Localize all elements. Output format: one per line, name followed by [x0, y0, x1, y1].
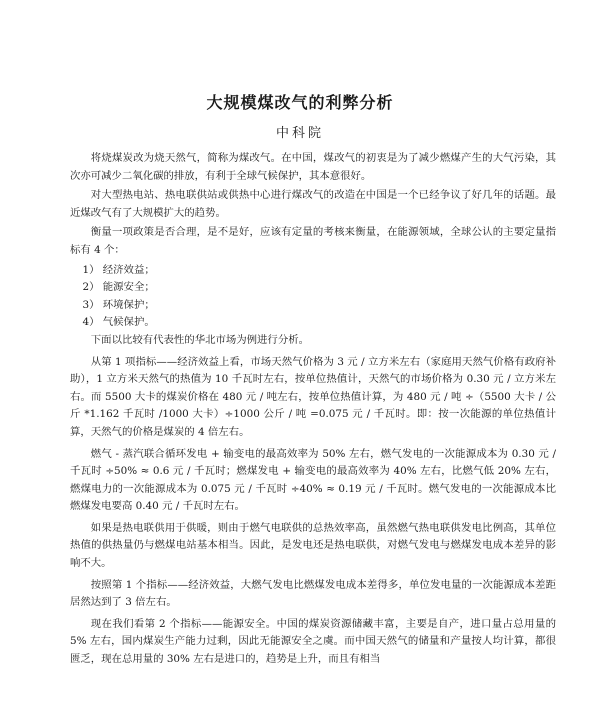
paragraph: 如果是热电联供用于供暖，则由于燃气电联供的总热效率高，虽然燃气热电联供发电比例高，其单位热值的供热量仍与燃煤电站基本相当。因此，是发电还是热电联供，对燃气发电与燃煤发电成本差异的影响不大。 — [70, 521, 556, 570]
document-title: 大规模煤改气的利弊分析 — [206, 93, 394, 112]
paragraph: 将烧煤炭改为烧天然气，简称为煤改气。在中国，煤改气的初衷是为了减少燃煤产生的大气污染，其次亦可减少二氧化碳的排放，有利于全球气候保护，其本意很好。 — [70, 152, 556, 182]
criteria-item: 3） 环境保护； — [82, 298, 155, 311]
paragraph: 对大型热电站、热电联供站或供热中心进行煤改气的改造在中国是一个已经争议了好几年的话题。最近煤改气有了大规模扩大的趋势。 — [70, 189, 556, 219]
paragraph: 按照第 1 个指标——经济效益，大燃气发电比燃煤发电成本差得多，单位发电量的一次能源成本差距居然达到了 3 倍左右。 — [70, 578, 556, 609]
criteria-item: 4） 气候保护。 — [82, 316, 155, 329]
criteria-item: 1） 经济效益； — [82, 263, 155, 276]
paragraph: 从第 1 项指标——经济效益上看，市场天然气价格为 3 元 / 立方米左右（家庭用天然气价格有政府补助），1 立方米天然气的热值为 10 千瓦时左右，按单位热值计，天然气的市场价格为 0.30 元 / 立方米左右。而 5500 大卡的煤炭价格在 480 元 / 吨左右，按单位热值计算，为 480 元 / 吨 ÷（5500 大卡 / 公斤 *1.162 千瓦时 /1000 大卡）÷1000 公斤 / 吨 =0.075 元 / 千瓦时。即：按一次能源的单位热值计算，天然气的价格是煤炭的 4 倍左右。 — [70, 355, 556, 438]
document-author: 中科院 — [275, 126, 324, 141]
paragraph: 现在我们看第 2 个指标——能源安全。中国的煤炭资源储藏丰富，主要是自产，进口量占总用量的 5% 左右，国内煤炭生产能力过剩，因此无能源安全之虞。而中国天然气的储量和产量按人均计算，都很匮乏，现在总用量的 30% 左右是进口的，趋势是上升，而且有相当 — [70, 617, 556, 666]
paragraph: 燃气 - 蒸汽联合循环发电 + 输变电的最高效率为 50% 左右，燃气发电的一次能源成本为 0.30 元 / 千瓦时 ÷50% ≈ 0.6 元 / 千瓦时；燃煤发电 + 输变电的最高效率为 40% 左右，比燃气低 20% 左右，燃煤电力的一次能源成本为 0.075 元 / 千瓦时 ÷40% ≈ 0.19 元 / 千瓦时。燃气发电的一次能源成本比燃煤发电要高 0.40 元 / 千瓦时左右。 — [70, 447, 556, 513]
document-body — [70, 150, 556, 671]
paragraph: 下面以比较有代表性的华北市场为例进行分析。 — [90, 333, 309, 346]
paragraph: 衡量一项政策是否合理，是不是好，应该有定量的考核来衡量，在能源领域，全球公认的主要定量指标有 4 个： — [70, 226, 556, 256]
criteria-item: 2） 能源安全； — [82, 281, 155, 294]
